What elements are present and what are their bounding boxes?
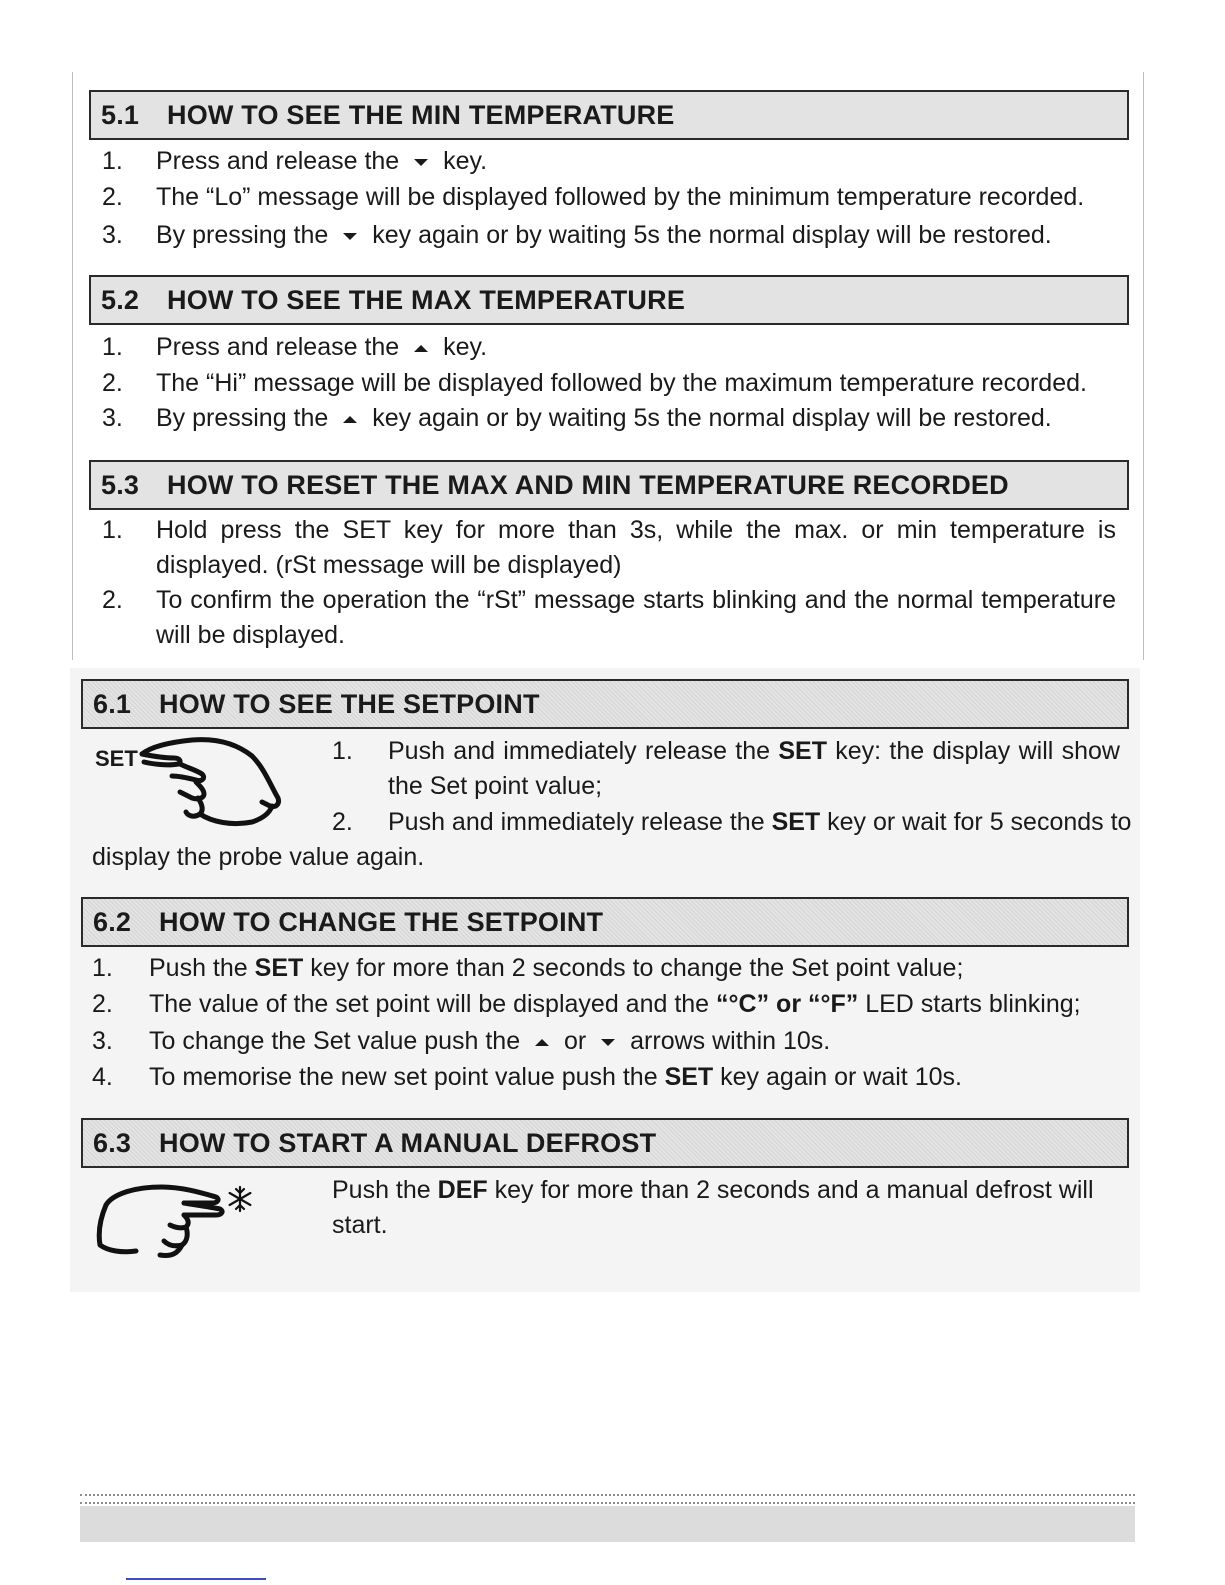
list-text: Press and release the (156, 147, 400, 175)
list-text: key. (443, 333, 488, 361)
list-text-part: or (564, 1027, 587, 1055)
up-arrow-icon (341, 413, 359, 425)
list-text-part: To change the Set value push the (149, 1027, 521, 1055)
list-item-continuation (92, 842, 424, 872)
down-arrow-icon (599, 1036, 617, 1048)
list-text: Press and release the (156, 333, 400, 361)
list-number: 1. (92, 954, 113, 982)
list-text: key again or by waiting 5s the normal display will be restored. (372, 404, 1052, 432)
heading-5-1 (89, 90, 1129, 140)
list-text (388, 807, 1132, 837)
def-instruction (332, 1175, 1094, 1205)
list-text: By pressing the (156, 404, 329, 432)
set-key-name: SET (778, 737, 827, 765)
list-number: 3. (102, 404, 123, 432)
down-arrow-icon (412, 156, 430, 168)
def-key-illustration (92, 1175, 272, 1270)
list-text-part: arrows within 10s. (630, 1027, 831, 1055)
heading-title: HOW TO START A MANUAL DEFROST (159, 1127, 657, 1158)
list-text-part: The value of the set point will be displayed and the (149, 990, 710, 1018)
heading-number: 5.1 (101, 99, 140, 130)
heading-number: 6.2 (93, 906, 132, 937)
text-part: start. (332, 1211, 388, 1239)
set-key-name: SET (771, 808, 821, 836)
list-text: display the probe value again. (92, 843, 425, 871)
up-arrow-icon (533, 1036, 551, 1048)
heading-6-2 (81, 897, 1129, 947)
list-number: 2. (92, 990, 113, 1018)
heading-title: HOW TO RESET THE MAX AND MIN TEMPERATURE RECORDED (167, 469, 1009, 500)
list-text: the Set point value; (388, 772, 603, 800)
heading-title: HOW TO SEE THE MIN TEMPERATURE (167, 99, 675, 130)
list-item-continuation (156, 620, 345, 650)
text-part: Push the (332, 1176, 431, 1204)
up-arrow-icon (412, 342, 430, 354)
footer-rule (80, 1494, 1135, 1496)
list-item-continuation (156, 550, 622, 580)
footer-rule (80, 1502, 1135, 1504)
panel-border-left (72, 72, 73, 660)
list-text: To confirm the operation the “rSt” message starts blinking and the normal temperature (156, 586, 1116, 614)
list-number: 1. (102, 333, 123, 361)
set-key-illustration (92, 732, 292, 832)
set-key-name: SET (254, 954, 304, 982)
text-part: key for more than 2 seconds and a manual defrost will (494, 1176, 1094, 1204)
list-text-part: key or wait for 5 seconds to (827, 808, 1132, 836)
def-instruction-continuation (332, 1210, 388, 1240)
panel-border-right (1143, 72, 1144, 660)
list-number: 2. (102, 369, 123, 397)
list-text: Hold press the SET key for more than 3s, while the max. or min temperature is (156, 516, 1116, 544)
list-text-part: key for more than 2 seconds to change the Set point value; (310, 954, 964, 982)
list-number: 1. (102, 147, 123, 175)
set-key-name: SET (664, 1063, 714, 1091)
list-number: 3. (102, 221, 123, 249)
list-number: 1. (102, 516, 123, 544)
footer-link-underline (126, 1578, 266, 1580)
def-key-name: DEF (437, 1176, 488, 1204)
list-text: displayed. (rSt message will be displayed) (156, 551, 622, 579)
heading-6-1 (81, 679, 1129, 729)
down-arrow-icon (341, 230, 359, 242)
list-text-part: Push and immediately release the (388, 737, 771, 765)
heading-5-3 (89, 460, 1129, 510)
list-text-part: key: the display will show (835, 737, 1120, 765)
heading-number: 5.3 (101, 469, 140, 500)
heading-title: HOW TO SEE THE MAX TEMPERATURE (167, 284, 686, 315)
snowflake-icon (226, 1185, 254, 1213)
list-text-part: Push and immediately release the (388, 808, 765, 836)
heading-6-3 (81, 1118, 1129, 1168)
list-text: The “Hi” message will be displayed followed by the maximum temperature recorded. (156, 369, 1087, 397)
footer-bar (80, 1506, 1135, 1542)
pointing-hand-icon (92, 732, 292, 832)
heading-number: 6.1 (93, 688, 132, 719)
list-number: 3. (92, 1027, 113, 1055)
list-number: 1. (332, 737, 353, 765)
list-text (388, 736, 1120, 766)
list-text: will be displayed. (156, 621, 345, 649)
list-number: 2. (102, 183, 123, 211)
list-number: 4. (92, 1063, 113, 1091)
list-text: key again or by waiting 5s the normal display will be restored. (372, 221, 1052, 249)
heading-number: 5.2 (101, 284, 140, 315)
heading-number: 6.3 (93, 1127, 132, 1158)
list-number: 2. (102, 586, 123, 614)
heading-5-2 (89, 275, 1129, 325)
unit-led-name: “°C” or “°F” (716, 990, 859, 1018)
heading-title: HOW TO SEE THE SETPOINT (159, 688, 540, 719)
heading-title: HOW TO CHANGE THE SETPOINT (159, 906, 604, 937)
list-text-part: LED starts blinking; (865, 990, 1081, 1018)
list-number: 2. (332, 808, 353, 836)
list-text-part: key again or wait 10s. (720, 1063, 962, 1091)
list-item-continuation (388, 771, 602, 801)
list-text-part: Push the (149, 954, 248, 982)
list-text: By pressing the (156, 221, 329, 249)
list-text: The “Lo” message will be displayed followed by the minimum temperature recorded. (156, 183, 1085, 211)
set-key-label: SET (95, 746, 138, 771)
list-text-part: To memorise the new set point value push the (149, 1063, 658, 1091)
list-text: key. (443, 147, 488, 175)
